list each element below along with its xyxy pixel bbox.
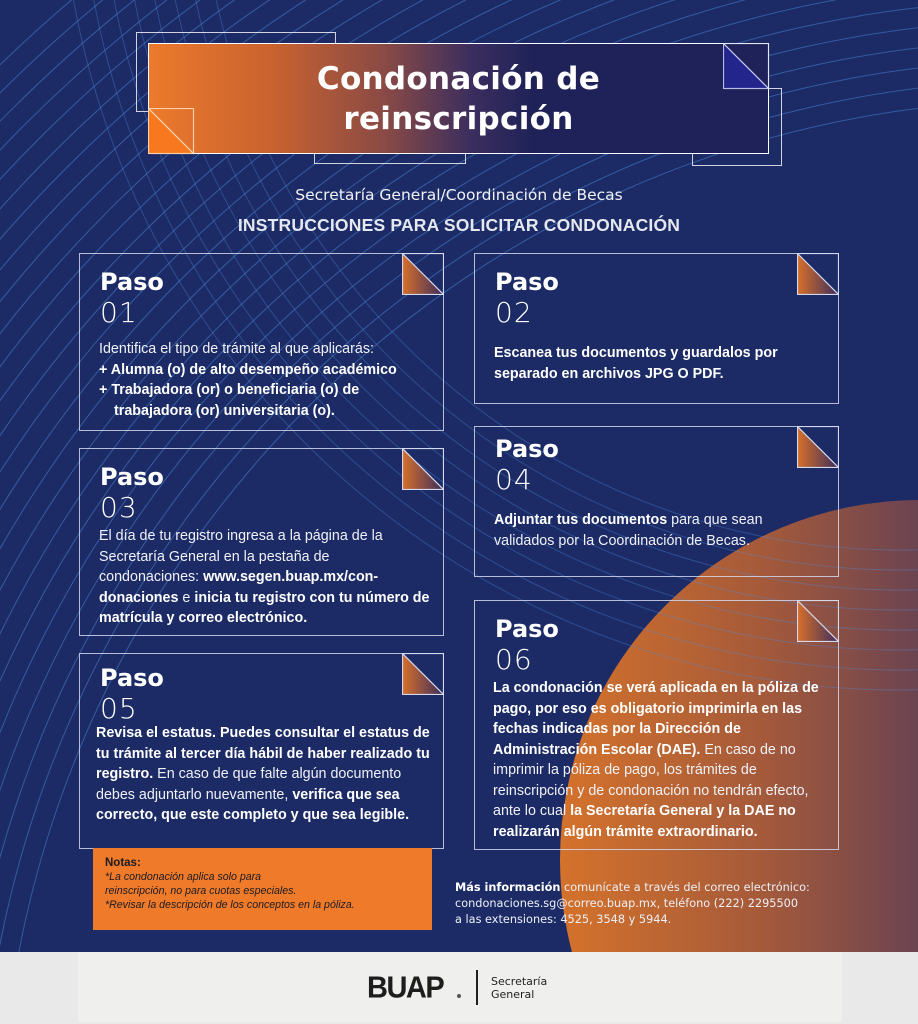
step-card-04 xyxy=(474,426,839,577)
page-title-banner xyxy=(148,43,769,154)
step-option: + Trabajadora (or) o beneficiaria (o) de xyxy=(99,382,360,398)
step-number: 05 xyxy=(100,692,138,725)
step-card-06 xyxy=(474,600,839,850)
step-text-bold: inicia tu registro con tu número de matrícula y correo electrónico. xyxy=(99,589,430,626)
folded-corner-icon xyxy=(402,253,444,295)
step-label: Paso xyxy=(495,268,559,296)
folded-corner-icon xyxy=(797,426,839,468)
step-text-bold: verifica que sea correcto, que este completo y que sea legible. xyxy=(96,786,410,823)
step-text: El día de tu registro ingresa a la página de la Secretaría General en la pestaña de condonaciones: xyxy=(99,528,383,585)
step-text-bold: Revisa el estatus. Puedes consultar el estatus de tu trámite al tercer día hábil de haber realizado tu registro. xyxy=(96,725,430,782)
contact-extensions: a las extensiones: 4525, 3548 y 5944. xyxy=(455,913,672,926)
step-option: + Alumna (o) de alto desempeño académico xyxy=(99,361,397,378)
folded-corner-icon xyxy=(723,43,770,90)
step-text-bold: Adjuntar tus documentos xyxy=(494,512,668,528)
contact-heading: Más información xyxy=(455,881,561,894)
department-line2: General xyxy=(491,988,535,1001)
department-logo-text xyxy=(491,975,547,1001)
step-text: para que sean validados por la Coordinación de Becas. xyxy=(494,512,763,549)
note-line: *Revisar la descripción de los conceptos en la póliza. xyxy=(105,899,355,911)
department-subtitle: Secretaría General/Coordinación de Becas xyxy=(295,186,623,204)
step-description xyxy=(494,343,798,384)
step-label: Paso xyxy=(495,615,559,643)
logo-divider xyxy=(476,970,478,1005)
step-description xyxy=(494,510,798,551)
step-label: Paso xyxy=(100,268,164,296)
step-text: En caso de que falte algún documento debes adjuntarlo nuevamente, xyxy=(96,766,402,803)
step-text: e xyxy=(178,589,195,606)
step-description xyxy=(99,526,433,629)
notes-box xyxy=(93,848,432,930)
step-text: Escanea tus documentos y guardalos por separado en archivos JPG O PDF. xyxy=(494,345,778,382)
notes-title: Notas: xyxy=(105,857,141,869)
step-number: 04 xyxy=(495,463,533,496)
step-label: Paso xyxy=(100,463,164,491)
step-number: 02 xyxy=(495,296,533,329)
contact-info xyxy=(455,880,895,928)
page-title-line1: Condonación de xyxy=(316,60,601,97)
contact-email-link[interactable]: condonaciones.sg@correo.buap.mx xyxy=(455,897,657,910)
step-intro-text: Identifica el tipo de trámite al que aplicarás: xyxy=(99,341,374,357)
folded-corner-icon xyxy=(797,253,839,295)
registered-mark-icon xyxy=(457,994,461,998)
step-description xyxy=(96,723,433,826)
contact-phone: , teléfono (222) 2295500 xyxy=(656,897,799,910)
step-card-01 xyxy=(79,253,444,431)
footer-panel xyxy=(78,952,842,1022)
segen-website-link[interactable]: www.segen.buap.mx/con-donaciones xyxy=(99,569,379,606)
folded-corner-icon xyxy=(402,448,444,490)
step-card-02 xyxy=(474,253,839,404)
step-label: Paso xyxy=(495,435,559,463)
step-text-bold: La condonación se verá aplicada en la póliza de pago, por eso es obligatorio imprimirla en las fechas indicadas por la Dirección de Administración Escolar (DAE). xyxy=(493,680,819,758)
step-card-03 xyxy=(79,448,444,636)
step-number: 06 xyxy=(495,643,533,676)
folded-corner-icon xyxy=(402,653,444,695)
department-line1: Secretaría xyxy=(491,975,548,988)
footer-bar xyxy=(0,952,918,1024)
step-number: 03 xyxy=(100,491,138,524)
folded-corner-icon xyxy=(148,108,195,155)
note-line: *La condonación aplica solo para xyxy=(105,871,262,883)
page-title-line2: reinscripción xyxy=(343,100,574,137)
instructions-heading: INSTRUCCIONES PARA SOLICITAR CONDONACIÓN xyxy=(237,215,681,235)
folded-corner-icon xyxy=(797,600,839,642)
step-text: En caso de no imprimir la póliza de pago, los trámites de reinscripción y de condonación no tendrán efecto, ante lo cual xyxy=(493,741,809,819)
step-card-05 xyxy=(79,653,444,849)
step-description xyxy=(493,678,834,842)
step-option: trabajadora (or) universitaria (o). xyxy=(114,402,335,419)
step-description xyxy=(99,339,433,421)
step-label: Paso xyxy=(100,664,164,692)
step-number: 01 xyxy=(100,296,138,329)
buap-logo: BUAP xyxy=(367,971,444,1005)
step-text-bold: la Secretaría General y la DAE no realizarán algún trámite extraordinario. xyxy=(493,803,796,840)
note-line: reinscripción, no para cuotas especiales. xyxy=(105,885,297,897)
contact-text: comunícate a través del correo electrónico: xyxy=(560,881,810,894)
